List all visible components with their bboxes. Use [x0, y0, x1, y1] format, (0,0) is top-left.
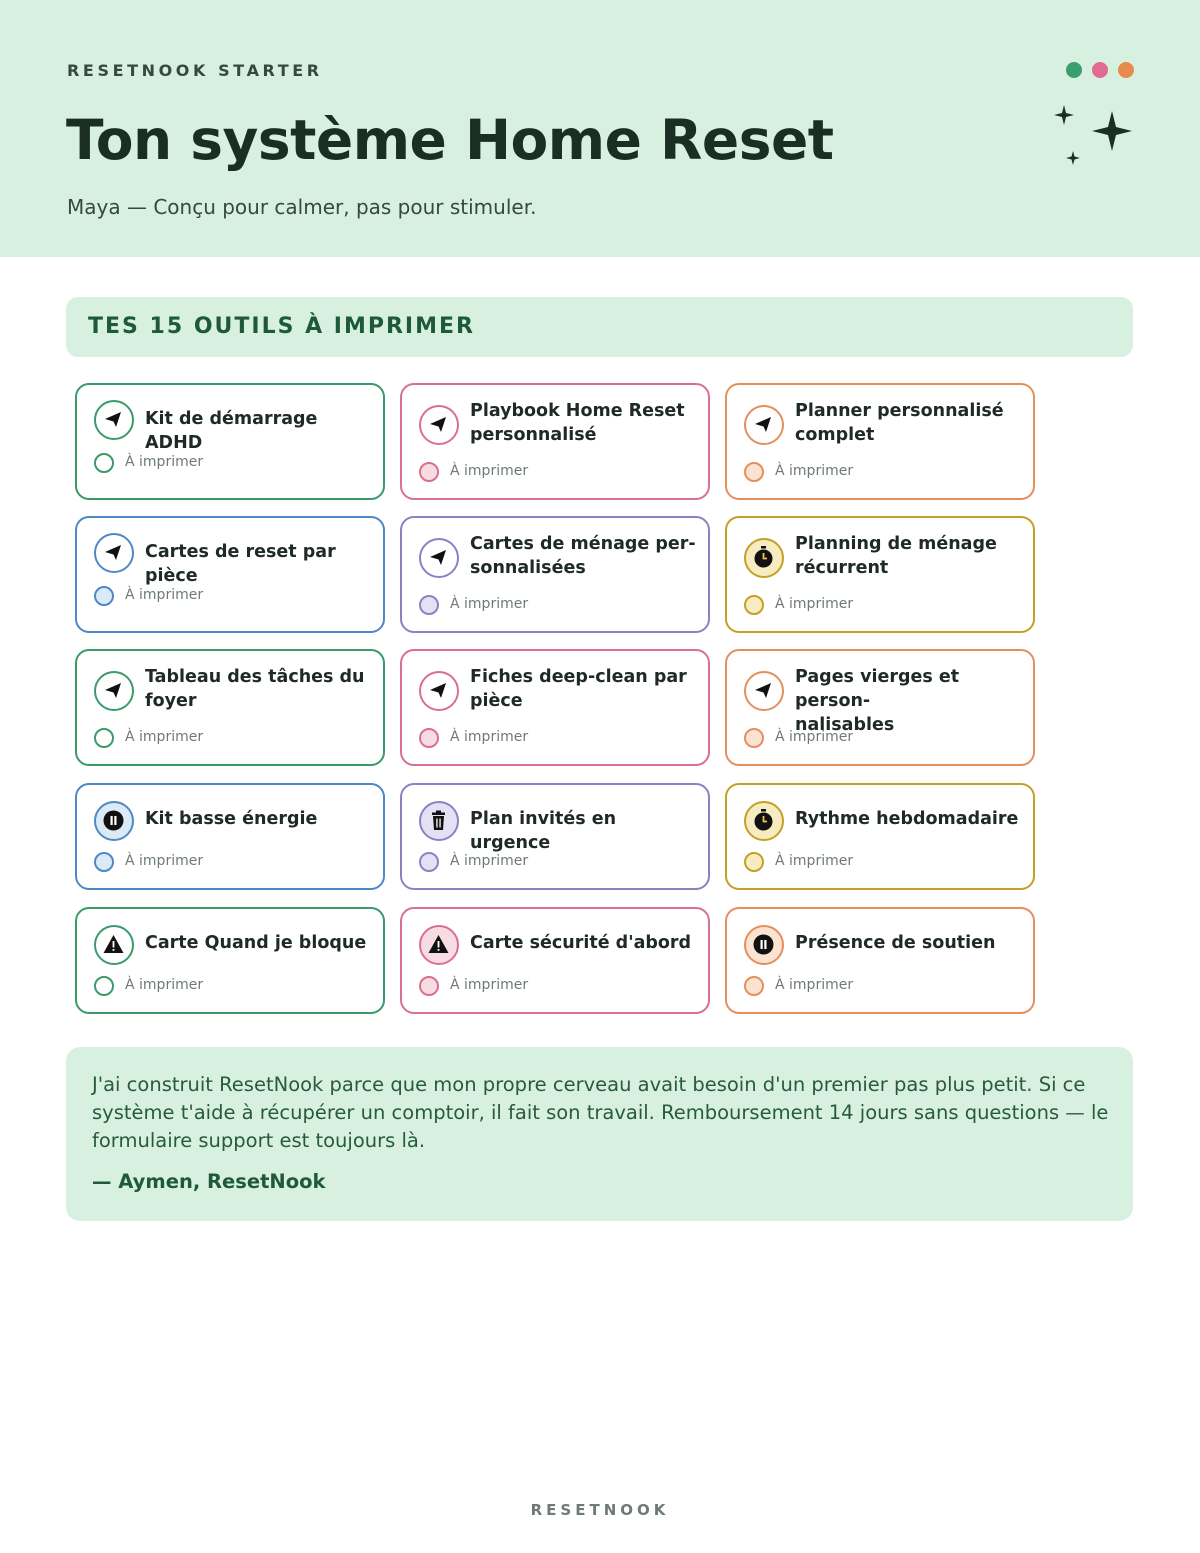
status-label: À imprimer	[450, 729, 529, 745]
tools-section-header	[66, 297, 1133, 357]
founder-note	[66, 1047, 1133, 1221]
tool-card[interactable]	[725, 783, 1035, 890]
status-circle-icon[interactable]	[419, 462, 439, 482]
tool-title: Pages vierges et person- nalisables	[795, 667, 960, 735]
header-banner	[0, 0, 1200, 257]
sparkles-icon	[1050, 100, 1136, 172]
status-circle-icon[interactable]	[419, 595, 439, 615]
arrow-icon	[419, 671, 459, 711]
status-label: À imprimer	[450, 463, 529, 479]
arrow-icon	[419, 538, 459, 578]
status-circle-icon[interactable]	[419, 852, 439, 872]
tool-title: Planning de ménage récurrent	[795, 534, 997, 578]
tool-card[interactable]	[75, 649, 385, 766]
status-label: À imprimer	[125, 729, 204, 745]
note-signature: — Aymen, ResetNook	[92, 1170, 326, 1193]
arrow-icon	[419, 405, 459, 445]
status-label: À imprimer	[450, 596, 529, 612]
tool-title: Fiches deep-clean par pièce	[470, 667, 687, 711]
tool-title: Carte sécurité d'abord	[470, 933, 692, 953]
tool-title: Présence de soutien	[795, 933, 996, 953]
warning-icon	[419, 925, 459, 965]
status-circle-icon[interactable]	[94, 453, 114, 473]
status-circle-icon[interactable]	[744, 976, 764, 996]
tool-title: Cartes de reset par pièce	[145, 542, 336, 586]
tool-title: Playbook Home Reset personnalisé	[470, 401, 685, 445]
status-label: À imprimer	[450, 977, 529, 993]
brand-label: RESETNOOK STARTER	[67, 61, 323, 80]
status-label: À imprimer	[125, 587, 204, 603]
arrow-icon	[94, 671, 134, 711]
pause-icon	[744, 925, 784, 965]
arrow-icon	[94, 400, 134, 440]
tool-card[interactable]	[725, 383, 1035, 500]
tool-card[interactable]	[75, 783, 385, 890]
status-label: À imprimer	[775, 596, 854, 612]
status-circle-icon[interactable]	[744, 462, 764, 482]
tool-card[interactable]	[400, 783, 710, 890]
page-subtitle: Maya — Conçu pour calmer, pas pour stimuler.	[67, 195, 537, 219]
pause-icon	[94, 801, 134, 841]
status-label: À imprimer	[775, 977, 854, 993]
tool-title: Tableau des tâches du foyer	[145, 667, 365, 711]
tool-card[interactable]	[400, 383, 710, 500]
status-label: À imprimer	[450, 853, 529, 869]
color-dots	[1066, 62, 1136, 80]
tool-card[interactable]	[725, 516, 1035, 633]
status-circle-icon[interactable]	[744, 852, 764, 872]
status-label: À imprimer	[775, 463, 854, 479]
tool-card[interactable]	[725, 649, 1035, 766]
tool-title: Cartes de ménage per- sonnalisées	[470, 534, 696, 578]
status-circle-icon[interactable]	[419, 976, 439, 996]
note-text: J'ai construit ResetNook parce que mon propre cerveau avait besoin d'un premier pas plus petit. Si ce système t'aide à récupérer un comptoir, il fait son travail. Remboursement 14 jours sans questions — le formulaire support est toujours là.	[92, 1073, 1109, 1152]
tool-title: Rythme hebdomadaire	[795, 809, 1019, 829]
status-circle-icon[interactable]	[94, 976, 114, 996]
tool-card[interactable]	[400, 907, 710, 1014]
green-dot-icon	[1066, 62, 1082, 78]
arrow-icon	[744, 405, 784, 445]
status-label: À imprimer	[125, 977, 204, 993]
tool-card[interactable]	[400, 516, 710, 633]
status-label: À imprimer	[125, 454, 204, 470]
page-title: Ton système Home Reset	[66, 108, 834, 172]
timer-icon	[744, 801, 784, 841]
tool-card[interactable]	[75, 383, 385, 500]
tool-title: Kit de démarrage ADHD	[145, 409, 318, 453]
tool-card[interactable]	[725, 907, 1035, 1014]
arrow-icon	[94, 533, 134, 573]
footer-brand: RESETNOOK	[530, 1501, 670, 1519]
status-circle-icon[interactable]	[744, 595, 764, 615]
pink-dot-icon	[1092, 62, 1108, 78]
tool-title: Plan invités en urgence	[470, 809, 617, 853]
status-circle-icon[interactable]	[419, 728, 439, 748]
trash-icon	[419, 801, 459, 841]
section-title: TES 15 OUTILS À IMPRIMER	[88, 314, 475, 339]
tool-title: Carte Quand je bloque	[145, 933, 367, 953]
tool-card[interactable]	[75, 907, 385, 1014]
status-circle-icon[interactable]	[94, 586, 114, 606]
timer-icon	[744, 538, 784, 578]
status-circle-icon[interactable]	[744, 728, 764, 748]
orange-dot-icon	[1118, 62, 1134, 78]
tool-title: Kit basse énergie	[145, 809, 318, 829]
arrow-icon	[744, 671, 784, 711]
status-label: À imprimer	[125, 853, 204, 869]
status-label: À imprimer	[775, 729, 854, 745]
status-label: À imprimer	[775, 853, 854, 869]
status-circle-icon[interactable]	[94, 728, 114, 748]
tool-card[interactable]	[400, 649, 710, 766]
tool-title: Planner personnalisé complet	[795, 401, 1004, 445]
tool-card[interactable]	[75, 516, 385, 633]
warning-icon	[94, 925, 134, 965]
status-circle-icon[interactable]	[94, 852, 114, 872]
